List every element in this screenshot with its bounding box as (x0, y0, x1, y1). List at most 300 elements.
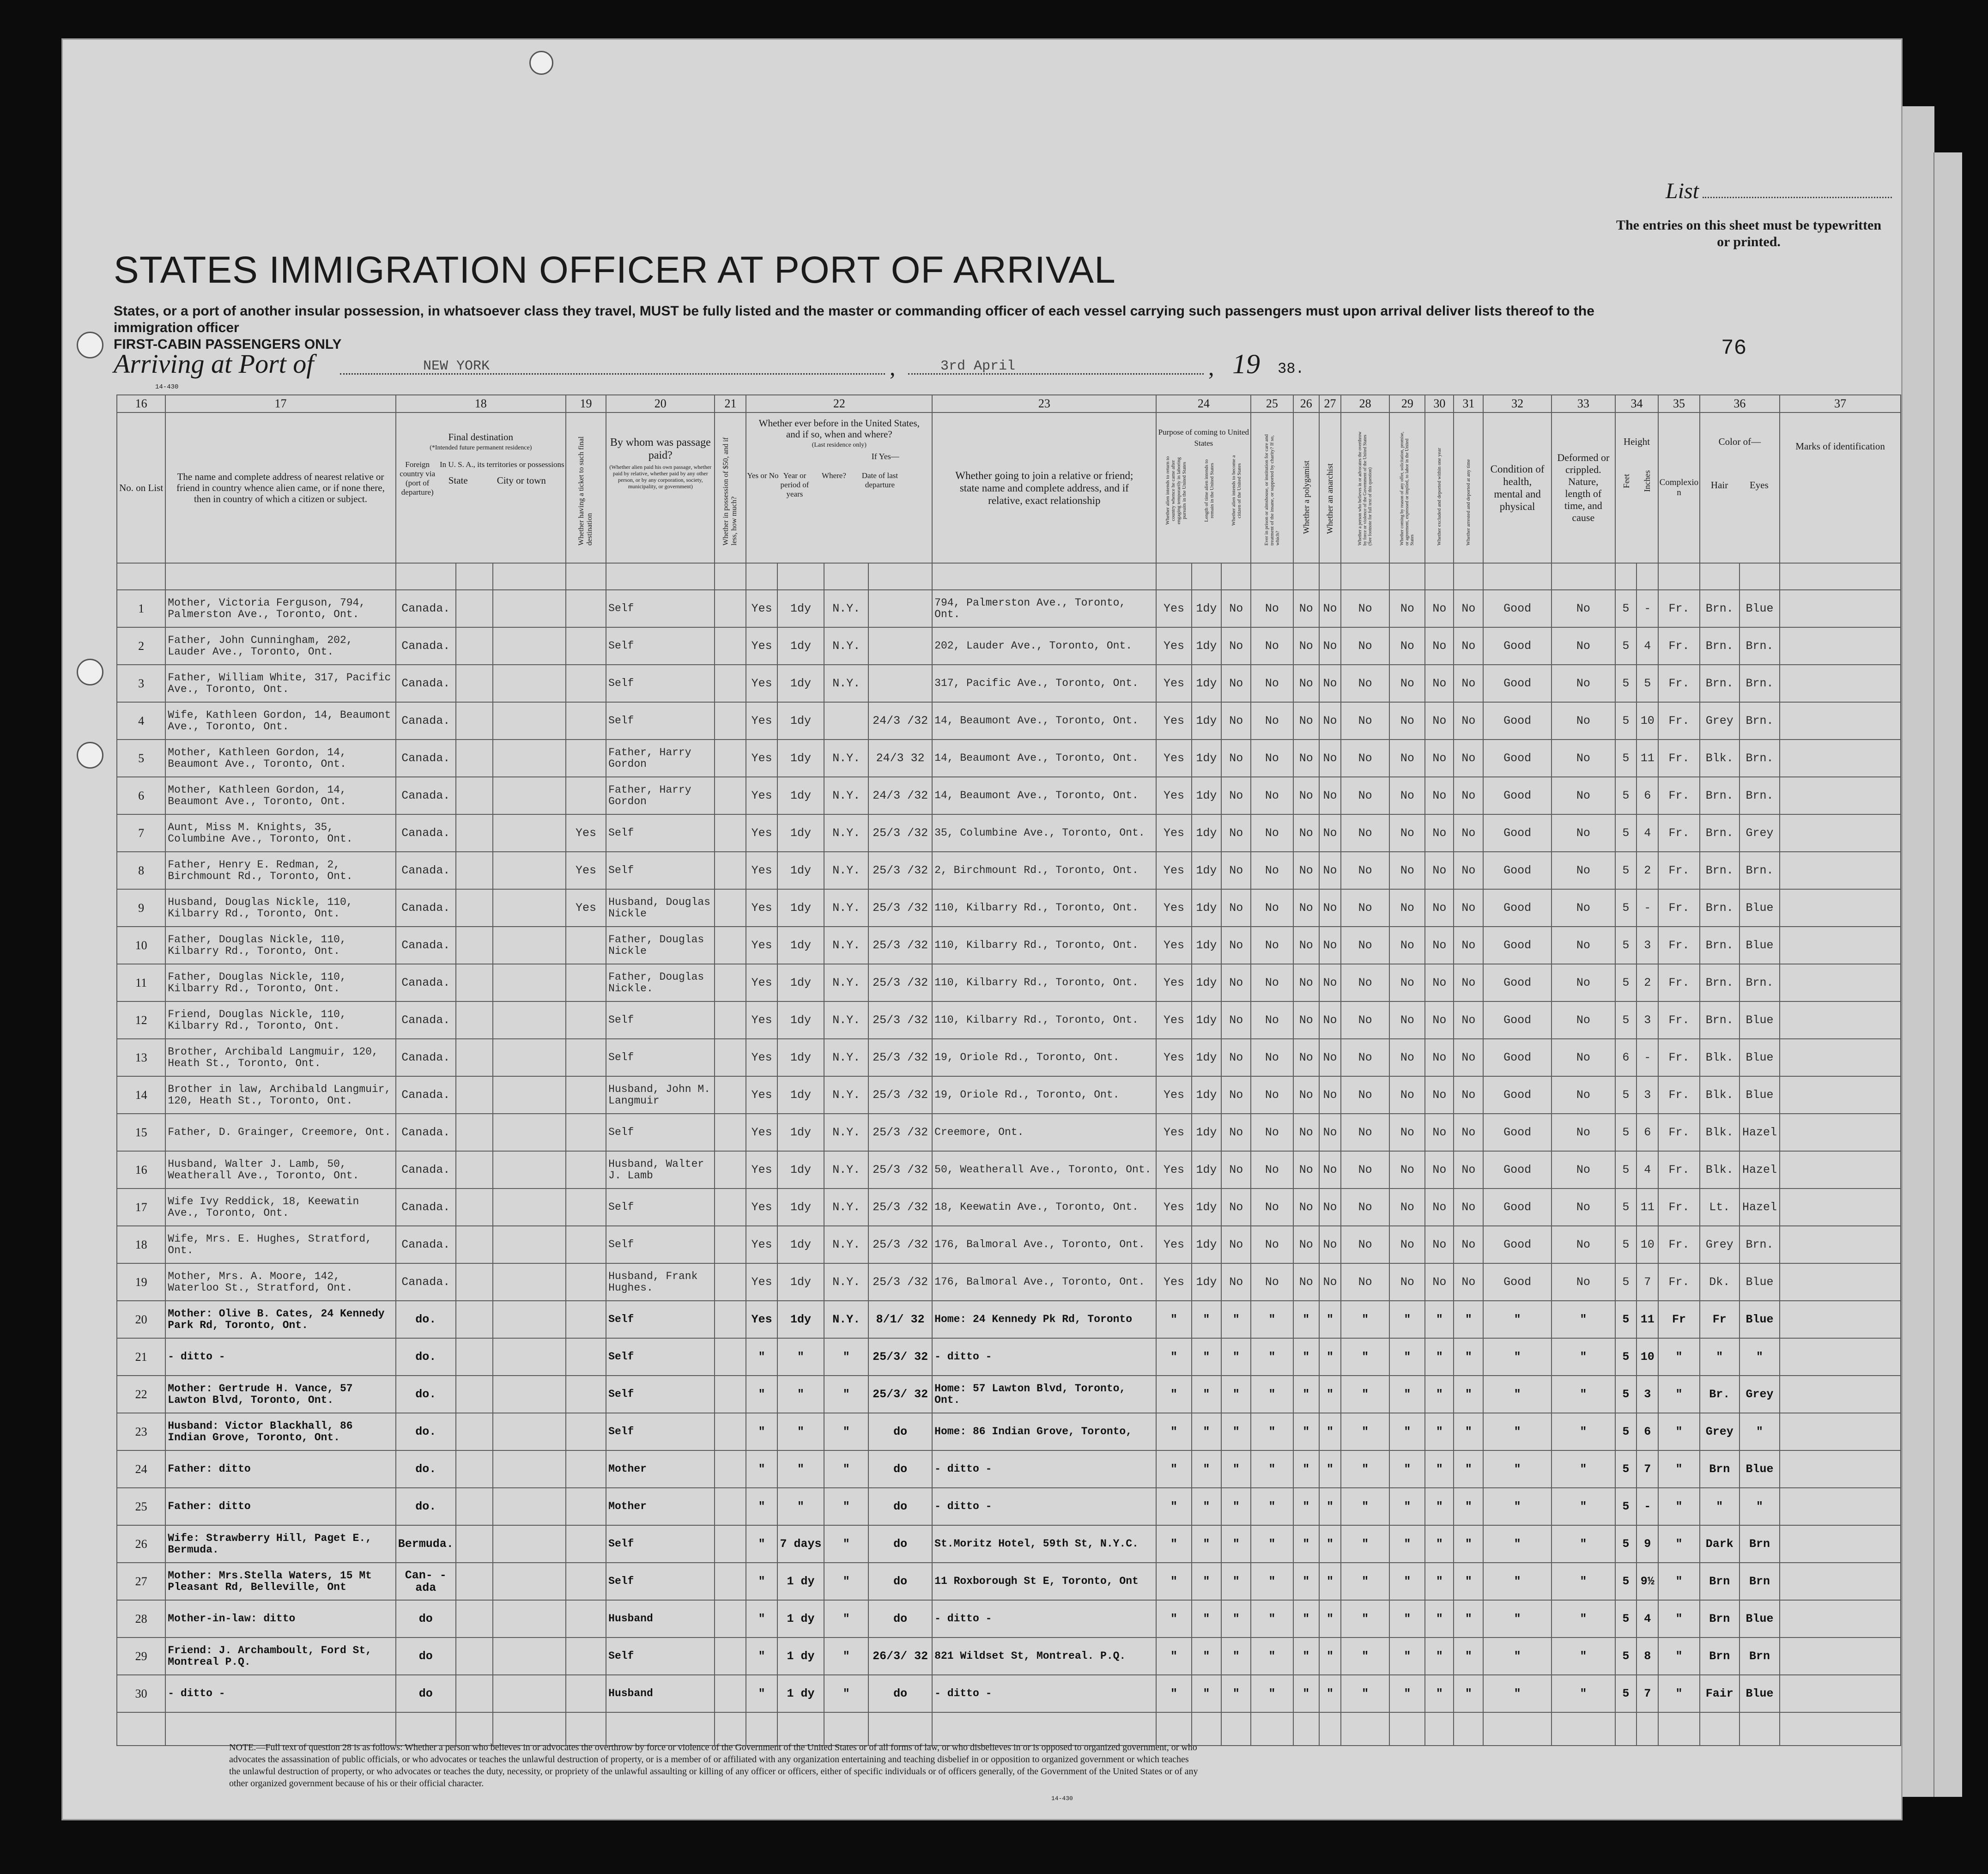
purpose-return-cell: " (1156, 1600, 1191, 1637)
via-cell: Canada. (396, 1263, 456, 1301)
purpose-citizen-cell: " (1221, 1450, 1251, 1488)
eyes-cell: Blue (1740, 1263, 1780, 1301)
deformed-cell: " (1552, 1637, 1615, 1675)
state-cell (456, 1151, 493, 1189)
q31-cell: " (1454, 1376, 1483, 1413)
relative-cell: Mother, Victoria Ferguson, 794, Palmerston Ave., Toronto, Ont. (165, 590, 395, 627)
eyes-cell: Blue (1740, 889, 1780, 927)
city-cell (493, 1226, 565, 1263)
ticket-cell (566, 1488, 606, 1525)
inches-cell: 3 (1636, 927, 1658, 964)
departure-cell (868, 665, 932, 702)
health-cell: " (1483, 1450, 1552, 1488)
via-cell: Canada. (396, 1114, 456, 1151)
q29-cell: No (1389, 927, 1425, 964)
before-us-cell: Yes (746, 1151, 777, 1189)
q31-cell: " (1454, 1637, 1483, 1675)
via-cell: Canada. (396, 665, 456, 702)
via-cell: do. (396, 1376, 456, 1413)
before-us-cell: " (746, 1338, 777, 1376)
deformed-cell: No (1552, 1151, 1615, 1189)
deformed-cell: No (1552, 1226, 1615, 1263)
health-cell: Good (1483, 1039, 1552, 1076)
state-cell (456, 1413, 493, 1450)
q28-cell: No (1341, 590, 1389, 627)
purpose-return-cell: Yes (1156, 1114, 1191, 1151)
health-cell: Good (1483, 964, 1552, 1001)
marks-cell (1780, 1600, 1901, 1637)
table-row (117, 702, 1901, 740)
row-number: 22 (117, 1376, 165, 1413)
table-row (117, 1189, 1901, 1226)
city-cell (493, 1376, 565, 1413)
table-row (117, 814, 1901, 852)
purpose-citizen-cell: " (1221, 1563, 1251, 1600)
city-cell (493, 1189, 565, 1226)
q30-cell: No (1425, 1226, 1454, 1263)
passage-cell: Husband, John M. Langmuir (606, 1076, 715, 1114)
departure-cell (868, 627, 932, 665)
purpose-return-cell: Yes (1156, 590, 1191, 627)
city-cell (493, 1413, 565, 1450)
eyes-cell: Blue (1740, 1301, 1780, 1338)
departure-cell: 25/3 /32 (868, 964, 932, 1001)
row-number: 19 (117, 1263, 165, 1301)
hair-cell: Brn (1700, 1637, 1740, 1675)
where-cell: N.Y. (824, 1151, 868, 1189)
q31-cell: No (1454, 889, 1483, 927)
q30-cell: No (1425, 702, 1454, 740)
hair-cell: Brn (1700, 1450, 1740, 1488)
passage-cell: Self (606, 852, 715, 889)
header-where: Where? (822, 471, 846, 480)
via-cell: do. (396, 1488, 456, 1525)
join-cell: 35, Columbine Ave., Toronto, Ont. (932, 814, 1156, 852)
q29-cell: No (1389, 1114, 1425, 1151)
before-us-cell: Yes (746, 702, 777, 740)
where-cell: N.Y. (824, 852, 868, 889)
manifest-sheet (63, 40, 1901, 1819)
marks-cell (1780, 1263, 1901, 1301)
q29-cell: " (1389, 1338, 1425, 1376)
anarchist-cell: No (1319, 1226, 1341, 1263)
polygamist-cell: No (1293, 1076, 1319, 1114)
polygamist-cell: " (1293, 1637, 1319, 1675)
eyes-cell: Brn. (1740, 702, 1780, 740)
via-cell: Canada. (396, 1001, 456, 1039)
where-cell: " (824, 1637, 868, 1675)
inches-cell: - (1636, 590, 1658, 627)
before-us-cell: " (746, 1525, 777, 1563)
passage-cell: Husband, Douglas Nickle (606, 889, 715, 927)
money-cell (715, 1600, 746, 1637)
marks-cell (1780, 1076, 1901, 1114)
q28-cell: " (1341, 1525, 1389, 1563)
purpose-length-cell: " (1192, 1488, 1222, 1525)
eyes-cell: Blue (1740, 1039, 1780, 1076)
purpose-length-cell: 1dy (1192, 1263, 1222, 1301)
period-cell: 1dy (777, 702, 824, 740)
marks-cell (1780, 1114, 1901, 1151)
complexion-cell: Fr (1658, 1301, 1699, 1338)
inches-cell: 9½ (1636, 1563, 1658, 1600)
q29-cell: No (1389, 852, 1425, 889)
inches-cell: - (1636, 889, 1658, 927)
anarchist-cell: No (1319, 927, 1341, 964)
q30-cell: No (1425, 852, 1454, 889)
ticket-cell (566, 1450, 606, 1488)
complexion-cell: Fr. (1658, 665, 1699, 702)
eyes-cell: Blue (1740, 1450, 1780, 1488)
health-cell: Good (1483, 1114, 1552, 1151)
column-number: 21 (715, 395, 746, 412)
departure-cell: 24/3 /32 (868, 702, 932, 740)
complexion-cell: " (1658, 1600, 1699, 1637)
join-cell: 2, Birchmount Rd., Toronto, Ont. (932, 852, 1156, 889)
health-cell: " (1483, 1600, 1552, 1637)
ticket-cell (566, 1001, 606, 1039)
state-cell (456, 1488, 493, 1525)
marks-cell (1780, 702, 1901, 740)
join-cell: 14, Beaumont Ave., Toronto, Ont. (932, 777, 1156, 814)
row-number: 7 (117, 814, 165, 852)
marks-cell (1780, 927, 1901, 964)
money-cell (715, 1488, 746, 1525)
purpose-return-cell: Yes (1156, 740, 1191, 777)
hair-cell: Blk. (1700, 1039, 1740, 1076)
inches-cell: 4 (1636, 627, 1658, 665)
before-us-cell: Yes (746, 590, 777, 627)
header-ticket: Whether having a ticket to such final destination (566, 412, 606, 563)
q31-cell: No (1454, 964, 1483, 1001)
list-number-line (1703, 197, 1892, 198)
state-cell (456, 1114, 493, 1151)
header-departure: Date of last departure (861, 471, 898, 489)
purpose-length-cell: " (1192, 1450, 1222, 1488)
q29-cell: " (1389, 1413, 1425, 1450)
prison-cell: No (1251, 889, 1293, 927)
header-prison: Ever in prison or almshouse, or institution for care and treatment of the insane, or supported by charity? If so, which? (1251, 412, 1293, 563)
state-cell (456, 1263, 493, 1301)
before-us-cell: " (746, 1376, 777, 1413)
purpose-citizen-cell: No (1221, 1039, 1251, 1076)
prison-cell: No (1251, 964, 1293, 1001)
purpose-return-cell: Yes (1156, 964, 1191, 1001)
anarchist-cell: No (1319, 852, 1341, 889)
q31-cell: No (1454, 590, 1483, 627)
feet-cell: 5 (1615, 1600, 1636, 1637)
passage-cell: Father, Harry Gordon (606, 740, 715, 777)
header-hair: Hair (1710, 479, 1728, 491)
q30-cell: " (1425, 1488, 1454, 1525)
where-cell: " (824, 1488, 868, 1525)
list-label: List (1666, 179, 1699, 203)
column-number: 25 (1251, 395, 1293, 412)
q29-cell: " (1389, 1637, 1425, 1675)
before-us-cell: Yes (746, 1226, 777, 1263)
purpose-return-cell: " (1156, 1301, 1191, 1338)
comma: , (1208, 354, 1214, 380)
money-cell (715, 852, 746, 889)
final-destination-note: (*Intended future permanent residence) (430, 444, 532, 451)
header-passage (606, 412, 715, 563)
money-cell (715, 777, 746, 814)
feet-cell: 5 (1615, 1450, 1636, 1488)
prison-cell: No (1251, 927, 1293, 964)
header-join: Whether going to join a relative or friend; state name and complete address, and if relative, exact relationship (932, 412, 1156, 563)
arriving-label: Arriving at Port of (114, 349, 314, 379)
column-number: 27 (1319, 395, 1341, 412)
health-cell: " (1483, 1488, 1552, 1525)
period-cell: 1dy (777, 814, 824, 852)
complexion-cell: " (1658, 1525, 1699, 1563)
feet-cell: 5 (1615, 740, 1636, 777)
money-cell (715, 1301, 746, 1338)
marks-cell (1780, 1338, 1901, 1376)
passage-cell: Husband, Walter J. Lamb (606, 1151, 715, 1189)
city-cell (493, 1001, 565, 1039)
join-cell: 794, Palmerston Ave., Toronto, Ont. (932, 590, 1156, 627)
passage-cell: Self (606, 1338, 715, 1376)
join-cell: - ditto - (932, 1450, 1156, 1488)
money-cell (715, 1675, 746, 1712)
feet-cell: 5 (1615, 702, 1636, 740)
money-cell (715, 814, 746, 852)
where-cell: " (824, 1563, 868, 1600)
eyes-cell: Hazel (1740, 1189, 1780, 1226)
purpose-citizen-cell: No (1221, 627, 1251, 665)
feet-cell: 5 (1615, 590, 1636, 627)
inches-cell: 2 (1636, 852, 1658, 889)
row-number: 29 (117, 1637, 165, 1675)
ticket-cell: Yes (566, 814, 606, 852)
marks-cell (1780, 777, 1901, 814)
money-cell (715, 889, 746, 927)
feet-cell: 5 (1615, 1563, 1636, 1600)
marks-cell (1780, 964, 1901, 1001)
via-cell: do. (396, 1450, 456, 1488)
inches-cell: 3 (1636, 1076, 1658, 1114)
ticket-cell: Yes (566, 852, 606, 889)
purpose-citizen-cell: No (1221, 814, 1251, 852)
color-title: Color of— (1718, 436, 1761, 447)
city-cell (493, 627, 565, 665)
subtitle-line-1: States, or a port of another insular possession, in whatsoever class they travel, MUST be fully listed and the master or commanding officer of each vessel carrying such passengers must upon arrival deliver lists thereof to the immigration officer (114, 303, 1594, 335)
purpose-length-cell: 1dy (1192, 964, 1222, 1001)
header-no-on-list: No. on List (117, 412, 165, 563)
q30-cell: " (1425, 1376, 1454, 1413)
eyes-cell: Blue (1740, 1600, 1780, 1637)
q30-cell: " (1425, 1450, 1454, 1488)
hair-cell: Dark (1700, 1525, 1740, 1563)
q30-cell: " (1425, 1301, 1454, 1338)
q31-cell: No (1454, 1189, 1483, 1226)
via-cell: Canada. (396, 1039, 456, 1076)
join-cell: 18, Keewatin Ave., Toronto, Ont. (932, 1189, 1156, 1226)
via-cell: Canada. (396, 1189, 456, 1226)
q28-cell: " (1341, 1450, 1389, 1488)
purpose-length-cell: 1dy (1192, 927, 1222, 964)
polygamist-cell: No (1293, 702, 1319, 740)
health-cell: " (1483, 1675, 1552, 1712)
q30-cell: No (1425, 590, 1454, 627)
period-cell: 1dy (777, 964, 824, 1001)
before-us-cell: Yes (746, 740, 777, 777)
deformed-cell: No (1552, 702, 1615, 740)
prison-cell: No (1251, 814, 1293, 852)
purpose-length-cell: 1dy (1192, 889, 1222, 927)
purpose-length-cell: " (1192, 1675, 1222, 1712)
inches-cell: 7 (1636, 1675, 1658, 1712)
feet-cell: 5 (1615, 1525, 1636, 1563)
state-cell (456, 627, 493, 665)
purpose-citizen-cell: No (1221, 927, 1251, 964)
feet-cell: 5 (1615, 1376, 1636, 1413)
join-cell: - ditto - (932, 1600, 1156, 1637)
eyes-cell: Blue (1740, 590, 1780, 627)
passage-cell: Self (606, 1189, 715, 1226)
polygamist-cell: No (1293, 1001, 1319, 1039)
purpose-return-cell: Yes (1156, 627, 1191, 665)
join-cell: 19, Oriole Rd., Toronto, Ont. (932, 1076, 1156, 1114)
purpose-return-cell: Yes (1156, 1226, 1191, 1263)
period-cell: " (777, 1338, 824, 1376)
q28-cell: " (1341, 1675, 1389, 1712)
hair-cell: Lt. (1700, 1189, 1740, 1226)
header-marks: Marks of identification (1780, 412, 1901, 563)
departure-cell: 25/3 /32 (868, 1189, 932, 1226)
period-cell: 1 dy (777, 1675, 824, 1712)
ticket-cell (566, 1151, 606, 1189)
header-eyes: Eyes (1749, 479, 1769, 491)
passage-cell: Husband (606, 1600, 715, 1637)
period-cell: 1dy (777, 665, 824, 702)
city-cell (493, 665, 565, 702)
hair-cell: " (1700, 1488, 1740, 1525)
join-cell: 14, Beaumont Ave., Toronto, Ont. (932, 702, 1156, 740)
inches-cell: 11 (1636, 740, 1658, 777)
inches-cell: 2 (1636, 964, 1658, 1001)
purpose-citizen-cell: " (1221, 1338, 1251, 1376)
anarchist-cell: No (1319, 1001, 1341, 1039)
row-number: 14 (117, 1076, 165, 1114)
where-cell: N.Y. (824, 777, 868, 814)
complexion-cell: Fr. (1658, 1189, 1699, 1226)
period-cell: 1dy (777, 927, 824, 964)
q31-cell: No (1454, 777, 1483, 814)
inches-cell: - (1636, 1039, 1658, 1076)
relative-cell: Wife, Kathleen Gordon, 14, Beaumont Ave., Toronto, Ont. (165, 702, 395, 740)
prison-cell: No (1251, 777, 1293, 814)
q29-cell: No (1389, 964, 1425, 1001)
purpose-length-cell: " (1192, 1600, 1222, 1637)
where-cell: N.Y. (824, 665, 868, 702)
header-final-destination (396, 412, 566, 563)
ticket-cell (566, 1114, 606, 1151)
anarchist-cell: No (1319, 964, 1341, 1001)
passage-cell: Self (606, 590, 715, 627)
q28-cell: No (1341, 740, 1389, 777)
feet-cell: 5 (1615, 1301, 1636, 1338)
anarchist-cell: No (1319, 1076, 1341, 1114)
passage-cell: Self (606, 627, 715, 665)
purpose-length-cell: " (1192, 1413, 1222, 1450)
purpose-length-cell: " (1192, 1525, 1222, 1563)
q28-cell: No (1341, 665, 1389, 702)
q29-cell: No (1389, 1189, 1425, 1226)
header-polygamist: Whether a polygamist (1293, 412, 1319, 563)
purpose-return-cell: Yes (1156, 1263, 1191, 1301)
passage-cell: Father, Douglas Nickle (606, 927, 715, 964)
via-cell: Canada. (396, 889, 456, 927)
health-cell: " (1483, 1413, 1552, 1450)
via-cell: Canada. (396, 1151, 456, 1189)
city-cell (493, 590, 565, 627)
prison-cell: " (1251, 1600, 1293, 1637)
q30-cell: No (1425, 889, 1454, 927)
eyes-cell: " (1740, 1488, 1780, 1525)
departure-cell: 25/3/ 32 (868, 1338, 932, 1376)
column-number: 29 (1389, 395, 1425, 412)
prison-cell: " (1251, 1338, 1293, 1376)
q29-cell: " (1389, 1675, 1425, 1712)
inches-cell: 3 (1636, 1001, 1658, 1039)
table-row (117, 1450, 1901, 1488)
passage-cell: Self (606, 1637, 715, 1675)
passage-cell: Self (606, 1114, 715, 1151)
polygamist-cell: No (1293, 1039, 1319, 1076)
state-cell (456, 777, 493, 814)
prison-cell: No (1251, 1114, 1293, 1151)
anarchist-cell: No (1319, 702, 1341, 740)
via-cell: Canada. (396, 777, 456, 814)
complexion-cell: Fr. (1658, 627, 1699, 665)
q30-cell: No (1425, 1151, 1454, 1189)
header-q30: Whether excluded and deported within one year (1425, 412, 1454, 563)
table-row (117, 852, 1901, 889)
ticket-cell (566, 1039, 606, 1076)
deformed-cell: No (1552, 889, 1615, 927)
q31-cell: " (1454, 1525, 1483, 1563)
feet-cell: 5 (1615, 927, 1636, 964)
deformed-cell: No (1552, 665, 1615, 702)
health-cell: " (1483, 1637, 1552, 1675)
period-cell: 1dy (777, 1301, 824, 1338)
money-cell (715, 1114, 746, 1151)
deformed-cell: No (1552, 1263, 1615, 1301)
health-cell: Good (1483, 1151, 1552, 1189)
q28-cell: No (1341, 1151, 1389, 1189)
row-number: 6 (117, 777, 165, 814)
deformed-cell: No (1552, 590, 1615, 627)
eyes-cell: Brn. (1740, 740, 1780, 777)
purpose-citizen-cell: " (1221, 1376, 1251, 1413)
row-number: 15 (117, 1114, 165, 1151)
purpose-length-cell: " (1192, 1563, 1222, 1600)
polygamist-cell: No (1293, 927, 1319, 964)
purpose-return-cell: " (1156, 1450, 1191, 1488)
health-cell: " (1483, 1301, 1552, 1338)
money-cell (715, 1226, 746, 1263)
polygamist-cell: " (1293, 1301, 1319, 1338)
marks-cell (1780, 852, 1901, 889)
city-cell (493, 1488, 565, 1525)
q29-cell: No (1389, 740, 1425, 777)
q28-cell: No (1341, 852, 1389, 889)
relative-cell: Mother-in-law: ditto (165, 1600, 395, 1637)
row-number: 16 (117, 1151, 165, 1189)
health-cell: Good (1483, 777, 1552, 814)
